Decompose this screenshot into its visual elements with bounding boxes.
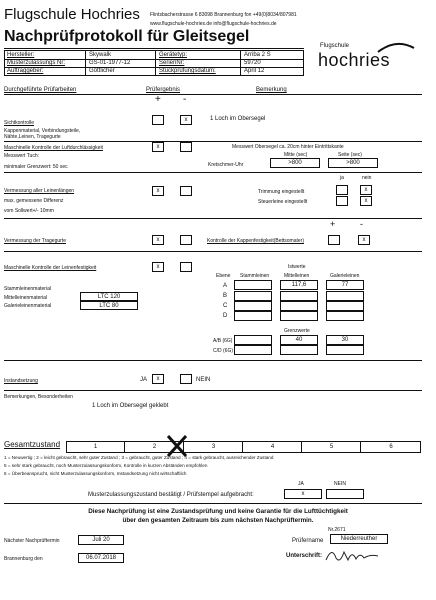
mittel-material-field[interactable]: LTC 120 (80, 292, 138, 301)
info-table (4, 50, 304, 76)
d-stamm[interactable] (234, 311, 272, 321)
notice-line-1: Diese Nachprüfung ist eine Zustandsprüfung und keine Garantie für die Lufttüchtigkeit (88, 508, 348, 515)
bestaetigung-text: Musterzulassungszustand bestätigt / Prüfstempel aufgebracht: (88, 492, 254, 498)
scale-6[interactable]: 6 (389, 444, 393, 450)
instandsetzung-title: Instandsetzung (4, 378, 38, 384)
galerie-material-field[interactable]: LTC 80 (80, 301, 138, 310)
address-line-1: Flintsbacherstrasse 6 83098 Brannenburg fon +49(0)8034/807981 (150, 12, 297, 18)
c-mittel[interactable] (280, 301, 318, 311)
gesamtzustand-title: Gesamtzustand (4, 440, 61, 449)
sicht-remark: 1 Loch im Obersegel (210, 116, 266, 122)
plus-header: + (155, 94, 161, 105)
scale-1[interactable]: 1 (67, 442, 125, 453)
leinen-plus-box[interactable]: x (152, 186, 164, 196)
page-title: Nachprüfprotokoll für Gleitsegel (4, 28, 250, 45)
istwerte-grid (234, 280, 364, 322)
b-mittel[interactable] (280, 291, 318, 301)
c-stamm[interactable] (234, 301, 272, 311)
minus-header: - (183, 94, 187, 105)
tragegurte-minus-box[interactable] (180, 235, 192, 245)
luft-plus-box[interactable]: x (152, 142, 164, 152)
nr-label: Nr.2671 (328, 527, 346, 533)
sichtkontrolle-title: Sichtkontrolle (4, 120, 35, 126)
geraetetyp-value: Arriba 2 S (244, 52, 271, 58)
mitte-value-field[interactable]: >800 (270, 158, 320, 168)
steuer-ja-box[interactable] (336, 196, 348, 206)
d-mittel[interactable] (280, 311, 318, 321)
cd-stamm[interactable] (234, 345, 272, 355)
ab-galerie[interactable]: 30 (326, 335, 364, 345)
leinen-title: Vermessung aller Leinenlängen (4, 188, 75, 194)
auftraggeber-label: Auftraggeber: (7, 68, 44, 74)
serien-label: SerienNr: (159, 60, 185, 66)
instand-ja-box[interactable]: x (152, 374, 164, 384)
luft-minus-box[interactable] (180, 142, 192, 152)
trimmung-ja-box[interactable] (336, 185, 348, 195)
leinenfest-minus-box[interactable] (180, 262, 192, 272)
auftraggeber-value: Göttlicher (89, 68, 115, 74)
c-galerie[interactable] (326, 301, 364, 311)
steuer-nein-box[interactable]: x (360, 196, 372, 206)
legend-3: 6 = Überbeansprucht, nicht Musterzulassungskonform, Instandsetzung nicht wirtschaftlich (4, 471, 187, 476)
naechster-termin-field[interactable]: Juli 20 (78, 535, 124, 545)
a-stamm[interactable] (234, 280, 272, 290)
hersteller-value: Skywalk (89, 52, 112, 58)
datum-field[interactable]: 06.07.2018 (78, 553, 124, 563)
bemerkungen-title: Bemerkungen, Besonderheiten (4, 394, 73, 400)
b-galerie[interactable] (326, 291, 364, 301)
bemerkungen-text: 1 Loch im Obersegel geklebt (92, 403, 169, 409)
a-galerie[interactable]: 77 (326, 280, 364, 290)
ab-stamm[interactable] (234, 335, 272, 345)
leinenfest-title: Maschinelle Kontrolle der Leinenfestigkeit (4, 265, 97, 271)
geraetetyp-label: Gerätetyp: (159, 52, 188, 58)
a-mittel[interactable]: 117,6 (280, 280, 318, 290)
col-durchgefuehrt: Durchgeführte Prüfarbeiten (4, 87, 77, 93)
hersteller-label: Hersteller: (7, 52, 35, 58)
ab-mittel[interactable]: 40 (280, 335, 318, 345)
sicht-minus-box[interactable]: x (180, 115, 192, 125)
notice-line-2: über den gesamten Zeitraum bis zum nächsten Nachprüftermin. (122, 517, 314, 524)
muster-label: Musterzulassungs Nr: (7, 60, 66, 66)
stueck-value: April 12 (244, 68, 265, 74)
kappe-plus-box[interactable] (328, 235, 340, 245)
cd-galerie[interactable] (326, 345, 364, 355)
kappe-minus-box[interactable]: x (358, 235, 370, 245)
condition-scale (66, 441, 421, 453)
serien-value: 59720 (244, 60, 261, 66)
legend-1: 1 = Neuwertig ; 2 = leicht gebraucht, sehr guter Zustand ; 3 = gebraucht, guter Zustand ; 4 = stark gebraucht, ausreichender Zustand (4, 455, 274, 460)
cd-mittel[interactable] (280, 345, 318, 355)
trimmung-nein-box[interactable]: x (360, 185, 372, 195)
col-pruefergebnis: Prüfergebnis (146, 87, 181, 93)
scale-2[interactable]: 2 (126, 442, 184, 453)
d-galerie[interactable] (326, 311, 364, 321)
bestaetigung-nein-box[interactable] (326, 489, 364, 499)
luft-title: Maschinelle Kontrolle der Luftdurchlässigkeit (4, 145, 103, 151)
leinen-minus-box[interactable] (180, 186, 192, 196)
pruefername-field[interactable]: Niederreuther (330, 534, 388, 544)
b-stamm[interactable] (234, 291, 272, 301)
tragegurte-title: Vermessung der Tragegurte (4, 238, 66, 244)
tragegurte-plus-box[interactable]: x (152, 235, 164, 245)
scale-3[interactable]: 3 (185, 442, 243, 453)
company-name: Flugschule Hochries (4, 6, 140, 23)
kappe-title: Kontrolle der Kappenfestigkeit(Bettsomater) (207, 238, 304, 244)
signature-image (322, 544, 382, 566)
muster-value: GS-01-1977-12 (89, 60, 131, 66)
bestaetigung-ja-box[interactable]: x (284, 489, 322, 499)
stueck-label: Stückprüfungsdatum: (159, 68, 216, 74)
legend-2: 5 = sehr stark gebraucht, noch Musterzulassungskonform, Kontrolle in kurzen Abständen empfohlen (4, 463, 208, 468)
seite-value-field[interactable]: >800 (328, 158, 378, 168)
col-bemerkung: Bemerkung (256, 87, 287, 93)
leinenfest-plus-box[interactable]: x (152, 262, 164, 272)
scale-5[interactable]: 5 (303, 442, 361, 453)
scale-4[interactable]: 4 (244, 442, 302, 453)
sicht-plus-box[interactable] (152, 115, 164, 125)
logo: Flugschule hochries (316, 40, 426, 74)
instand-nein-box[interactable] (180, 374, 192, 384)
address-line-2: www.flugschule-hochries.de info@flugschule-hochries.de (150, 21, 277, 27)
